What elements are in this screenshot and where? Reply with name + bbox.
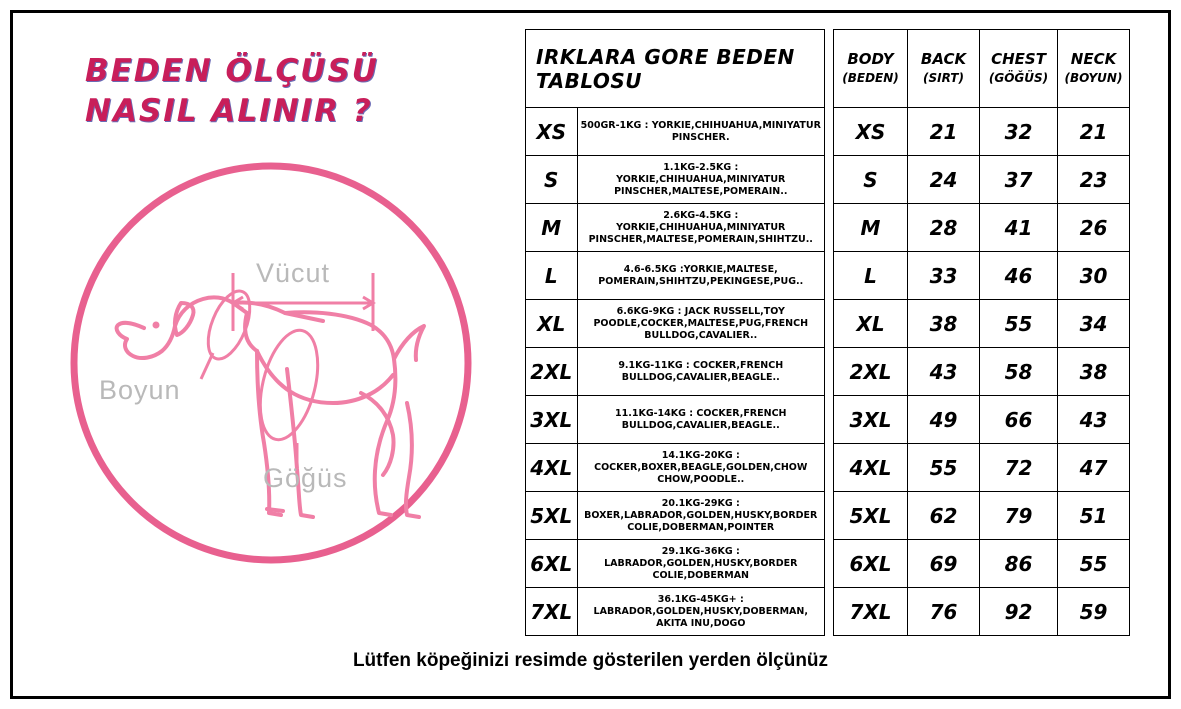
breed-table-header-row — [526, 30, 825, 108]
measurement-table-body — [834, 108, 1130, 636]
cell-neck: 51 — [1058, 492, 1130, 540]
page-title — [85, 51, 379, 131]
cell-back: 49 — [908, 396, 980, 444]
table-row — [834, 492, 1130, 540]
breed-size: XL — [526, 300, 578, 348]
table-row — [526, 348, 825, 396]
cell-neck: 38 — [1058, 348, 1130, 396]
cell-back: 33 — [908, 252, 980, 300]
breed-size: 7XL — [526, 588, 578, 636]
cell-neck: 43 — [1058, 396, 1130, 444]
page-title-line-2: NASIL ALINIR ? — [85, 93, 373, 129]
breed-desc: 6.6KG-9KG : JACK RUSSELL,TOY POODLE,COCKER,MALTESE,PUG,FRENCH BULLDOG,CAVALIER.. — [577, 300, 824, 348]
header-chest-sub: (GÖĞÜS) — [988, 70, 1049, 85]
header-neck — [1058, 30, 1130, 108]
cell-chest: 41 — [980, 204, 1058, 252]
cell-body: 4XL — [834, 444, 908, 492]
table-row — [526, 396, 825, 444]
cell-back: 24 — [908, 156, 980, 204]
cell-body: XS — [834, 108, 908, 156]
cell-neck: 59 — [1058, 588, 1130, 636]
cell-body: 6XL — [834, 540, 908, 588]
cell-neck: 34 — [1058, 300, 1130, 348]
cell-neck: 47 — [1058, 444, 1130, 492]
table-row — [834, 588, 1130, 636]
chart-frame — [10, 10, 1171, 699]
table-row — [526, 540, 825, 588]
cell-back: 43 — [908, 348, 980, 396]
cell-body: XL — [834, 300, 908, 348]
page-title-line-1: BEDEN ÖLÇÜSÜ — [85, 53, 379, 89]
header-back — [908, 30, 980, 108]
label-body: Vücut — [256, 258, 331, 288]
breed-size: 4XL — [526, 444, 578, 492]
header-neck-sub: (BOYUN) — [1064, 70, 1123, 85]
header-chest — [980, 30, 1058, 108]
cell-neck: 21 — [1058, 108, 1130, 156]
cell-body: S — [834, 156, 908, 204]
header-body-sub: (BEDEN) — [842, 70, 899, 85]
cell-chest: 37 — [980, 156, 1058, 204]
label-neck: Boyun — [99, 375, 181, 405]
cell-body: L — [834, 252, 908, 300]
table-row — [526, 156, 825, 204]
table-row — [834, 348, 1130, 396]
cell-back: 76 — [908, 588, 980, 636]
table-row — [834, 540, 1130, 588]
breed-desc: 20.1KG-29KG : BOXER,LABRADOR,GOLDEN,HUSKY,BORDER COLIE,DOBERMAN,POINTER — [577, 492, 824, 540]
cell-back: 21 — [908, 108, 980, 156]
breed-size: M — [526, 204, 578, 252]
breed-size: 5XL — [526, 492, 578, 540]
measurement-table-header-row — [834, 30, 1130, 108]
table-row — [834, 204, 1130, 252]
cell-neck: 55 — [1058, 540, 1130, 588]
breed-desc: 14.1KG-20KG : COCKER,BOXER,BEAGLE,GOLDEN,CHOW CHOW,POODLE.. — [577, 444, 824, 492]
dog-diagram-svg — [61, 153, 481, 573]
breed-size: 2XL — [526, 348, 578, 396]
cell-chest: 66 — [980, 396, 1058, 444]
breed-table-body — [526, 108, 825, 636]
table-row — [526, 444, 825, 492]
cell-back: 62 — [908, 492, 980, 540]
cell-back: 69 — [908, 540, 980, 588]
header-back-main: BACK — [920, 49, 967, 68]
cell-back: 38 — [908, 300, 980, 348]
cell-body: 7XL — [834, 588, 908, 636]
breed-desc: 11.1KG-14KG : COCKER,FRENCH BULLDOG,CAVALIER,BEAGLE.. — [577, 396, 824, 444]
breed-size: 3XL — [526, 396, 578, 444]
measurement-table — [833, 29, 1130, 636]
cell-chest: 55 — [980, 300, 1058, 348]
cell-neck: 23 — [1058, 156, 1130, 204]
table-row — [526, 108, 825, 156]
table-row — [834, 444, 1130, 492]
table-row — [834, 252, 1130, 300]
label-chest: Göğüs — [263, 463, 348, 493]
cell-chest: 86 — [980, 540, 1058, 588]
breed-size: XS — [526, 108, 578, 156]
breed-desc: 500GR-1KG : YORKIE,CHIHUAHUA,MINIYATUR PINSCHER. — [577, 108, 824, 156]
breed-desc: 9.1KG-11KG : COCKER,FRENCH BULLDOG,CAVALIER,BEAGLE.. — [577, 348, 824, 396]
header-body — [834, 30, 908, 108]
breed-desc: 4.6-6.5KG :YORKIE,MALTESE, POMERAIN,SHIHTZU,PEKINGESE,PUG.. — [577, 252, 824, 300]
dog-diagram — [61, 153, 481, 573]
table-row — [526, 492, 825, 540]
table-row — [526, 204, 825, 252]
breed-desc: 36.1KG-45KG+ : LABRADOR,GOLDEN,HUSKY,DOBERMAN, AKITA INU,DOGO — [577, 588, 824, 636]
table-row — [526, 588, 825, 636]
breed-desc: 2.6KG-4.5KG : YORKIE,CHIHUAHUA,MINIYATUR PINSCHER,MALTESE,POMERAIN,SHIHTZU.. — [577, 204, 824, 252]
cell-chest: 79 — [980, 492, 1058, 540]
cell-neck: 26 — [1058, 204, 1130, 252]
breed-size: 6XL — [526, 540, 578, 588]
cell-back: 28 — [908, 204, 980, 252]
breed-desc: 29.1KG-36KG : LABRADOR,GOLDEN,HUSKY,BORDER COLIE,DOBERMAN — [577, 540, 824, 588]
breed-desc: 1.1KG-2.5KG : YORKIE,CHIHUAHUA,MINIYATUR PINSCHER,MALTESE,POMERAIN.. — [577, 156, 824, 204]
measurement-illustration-panel — [13, 13, 513, 633]
header-back-sub: (SIRT) — [923, 70, 964, 85]
header-neck-main: NECK — [1070, 49, 1117, 68]
cell-chest: 92 — [980, 588, 1058, 636]
table-row — [526, 300, 825, 348]
header-body-main: BODY — [847, 49, 894, 68]
table-row — [834, 156, 1130, 204]
cell-back: 55 — [908, 444, 980, 492]
table-row — [834, 396, 1130, 444]
cell-body: 2XL — [834, 348, 908, 396]
footer-caption: Lütfen köpeğinizi resimde gösterilen yerden ölçünüz — [352, 650, 829, 671]
cell-chest: 72 — [980, 444, 1058, 492]
breed-size: S — [526, 156, 578, 204]
cell-neck: 30 — [1058, 252, 1130, 300]
cell-body: M — [834, 204, 908, 252]
table-row — [834, 108, 1130, 156]
cell-body: 5XL — [834, 492, 908, 540]
table-row — [526, 252, 825, 300]
cell-chest: 58 — [980, 348, 1058, 396]
table-row — [834, 300, 1130, 348]
cell-chest: 46 — [980, 252, 1058, 300]
breed-table-title: IRKLARA GORE BEDEN TABLOSU — [526, 30, 825, 108]
cell-chest: 32 — [980, 108, 1058, 156]
cell-body: 3XL — [834, 396, 908, 444]
header-chest-main: CHEST — [991, 49, 1046, 68]
breed-size-table — [525, 29, 825, 636]
size-tables — [525, 29, 1130, 636]
breed-size: L — [526, 252, 578, 300]
